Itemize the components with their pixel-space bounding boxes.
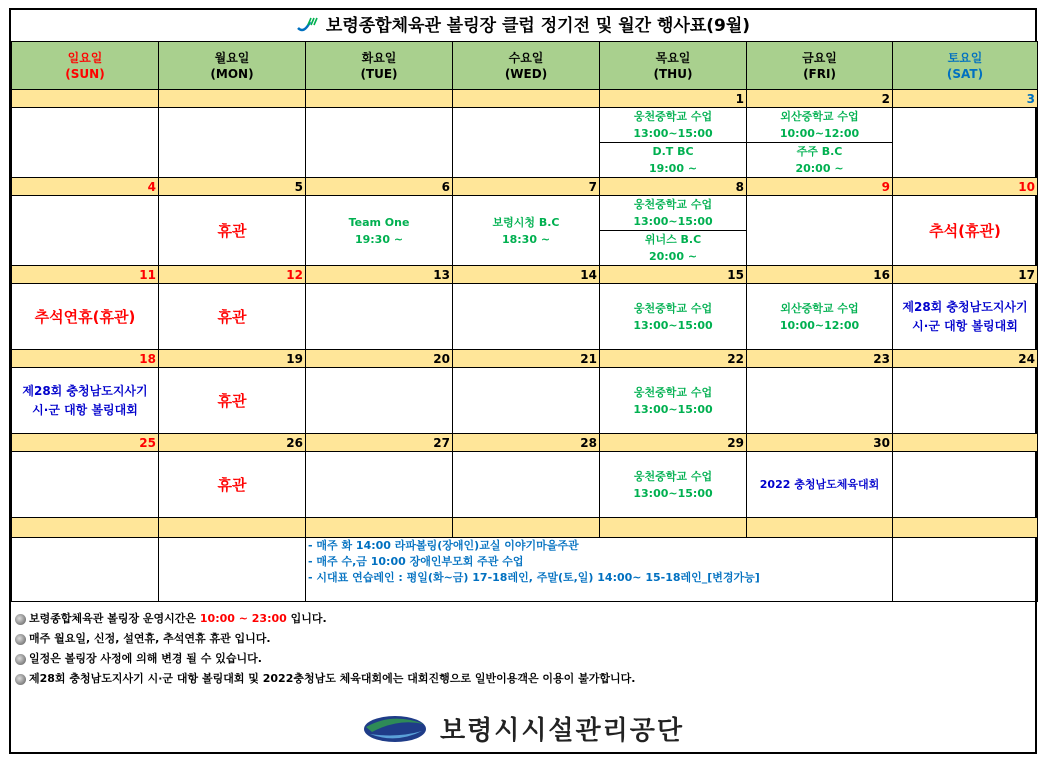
event-title: 2022 충청남도체육대회 xyxy=(759,478,880,491)
event-cell xyxy=(12,108,159,178)
date-cell: 12 xyxy=(159,266,306,284)
event-cell xyxy=(600,368,747,434)
date-cell: 19 xyxy=(159,350,306,368)
date-cell: 10 xyxy=(893,178,1038,196)
date-cell: 26 xyxy=(159,434,306,452)
event-title: Team One xyxy=(348,215,410,229)
date-cell xyxy=(453,90,600,108)
event-row-week3 xyxy=(12,284,1038,350)
header-sat: 토요일 (SAT) xyxy=(893,42,1038,90)
bullet-icon xyxy=(15,654,26,665)
weekly-notes xyxy=(306,538,893,602)
event-cell xyxy=(893,196,1038,266)
event-title: 웅천중학교 수업 xyxy=(633,385,713,399)
calendar-table xyxy=(11,41,1038,602)
event-time: 19:30 ~ xyxy=(354,232,404,246)
closed-label: 휴관 xyxy=(217,222,247,240)
event-time: 13:00~15:00 xyxy=(633,486,713,500)
date-cell: 8 xyxy=(600,178,747,196)
event-cell xyxy=(600,108,747,178)
event-title: 위너스 B.C xyxy=(644,233,702,246)
event-time: 13:00~15:00 xyxy=(633,318,713,332)
notice-closed: 매주 월요일, 신정, 설연휴, 추석연휴 휴관 입니다. xyxy=(15,629,1031,649)
tournament-subtitle: 시·군 대항 볼링대회 xyxy=(912,318,1018,333)
event-cell xyxy=(600,452,747,518)
event-cell xyxy=(453,108,600,178)
event-cell xyxy=(306,196,453,266)
event-cell xyxy=(306,452,453,518)
notice-change: 일정은 볼링장 사정에 의해 변경 될 수 있습니다. xyxy=(15,649,1031,669)
event-title: 웅천중학교 수업 xyxy=(633,198,713,211)
header-mon: 월요일 (MON) xyxy=(159,42,306,90)
organization-name: 보령시시설관리공단 xyxy=(439,716,685,746)
event-cell xyxy=(453,368,600,434)
event-cell xyxy=(159,196,306,266)
event-cell xyxy=(747,452,893,518)
tournament-subtitle: 시·군 대항 볼링대회 xyxy=(32,402,138,417)
event-cell xyxy=(12,368,159,434)
tournament-title: 제28회 충청남도지사기 xyxy=(22,383,148,398)
blank-row xyxy=(12,518,1038,538)
header-wed: 수요일 (WED) xyxy=(453,42,600,90)
closed-label: 휴관 xyxy=(217,308,247,326)
event-time: 20:00 ~ xyxy=(795,162,844,175)
date-row-week5 xyxy=(12,434,1038,452)
date-cell: 11 xyxy=(12,266,159,284)
date-cell xyxy=(12,90,159,108)
footer-notices xyxy=(15,609,1031,689)
event-title: 웅천중학교 수업 xyxy=(633,469,713,483)
event-cell xyxy=(893,108,1038,178)
date-cell: 20 xyxy=(306,350,453,368)
event-row-week4 xyxy=(12,368,1038,434)
date-cell: 23 xyxy=(747,350,893,368)
event-title: 외산중학교 수업 xyxy=(780,110,859,123)
weekday-header-row xyxy=(12,42,1038,90)
event-cell xyxy=(306,284,453,350)
event-title: D.T BC xyxy=(652,145,694,158)
event-time: 13:00~15:00 xyxy=(633,402,713,416)
date-cell: 7 xyxy=(453,178,600,196)
header-sun: 일요일 (SUN) xyxy=(12,42,159,90)
date-cell: 14 xyxy=(453,266,600,284)
date-cell: 28 xyxy=(453,434,600,452)
date-row-week4 xyxy=(12,350,1038,368)
event-cell xyxy=(453,196,600,266)
event-cell xyxy=(159,284,306,350)
notice-tournament: 제28회 충청남도지사기 시·군 대항 볼링대회 및 2022충청남도 체육대회에는 대회진행으로 일반이용객은 이용이 불가합니다. xyxy=(15,669,1031,689)
event-time: 19:00 ~ xyxy=(648,162,698,175)
date-cell xyxy=(159,90,306,108)
tournament-title: 제28회 충청남도지사기 xyxy=(902,299,1028,314)
event-cell xyxy=(159,108,306,178)
date-row-week2 xyxy=(12,178,1038,196)
event-cell xyxy=(747,196,893,266)
date-cell: 17 xyxy=(893,266,1038,284)
page-title: 보령종합체육관 볼링장 클럽 정기전 및 월간 행사표(9월) xyxy=(325,16,751,36)
event-time: 13:00~15:00 xyxy=(633,215,713,228)
event-time: 10:00~12:00 xyxy=(779,318,860,332)
event-cell xyxy=(747,108,893,178)
header-thu: 목요일 (THU) xyxy=(600,42,747,90)
date-cell: 9 xyxy=(747,178,893,196)
bullet-icon xyxy=(15,674,26,685)
event-cell xyxy=(453,284,600,350)
event-title: 외산중학교 수업 xyxy=(780,301,859,315)
event-cell xyxy=(453,452,600,518)
event-row-week1 xyxy=(12,108,1038,178)
event-cell xyxy=(12,452,159,518)
holiday-label: 추석연휴(휴관) xyxy=(34,308,136,326)
event-cell xyxy=(747,284,893,350)
event-time: 20:00 ~ xyxy=(648,250,698,263)
event-cell xyxy=(306,368,453,434)
event-time: 10:00~12:00 xyxy=(779,127,860,140)
date-cell: 27 xyxy=(306,434,453,452)
event-title: 보령시청 B.C xyxy=(492,215,560,229)
event-cell xyxy=(12,196,159,266)
date-cell: 2 xyxy=(747,90,893,108)
event-time: 18:30 ~ xyxy=(501,232,551,246)
note-line: - 매주 수,금 10:00 장애인부모회 주관 수업 xyxy=(308,555,524,568)
event-cell xyxy=(12,284,159,350)
event-title: 웅천중학교 수업 xyxy=(633,110,713,123)
date-cell: 15 xyxy=(600,266,747,284)
event-title: 주주 B.C xyxy=(796,145,843,158)
header-tue: 화요일 (TUE) xyxy=(306,42,453,90)
event-cell xyxy=(600,284,747,350)
note-line: - 매주 화 14:00 라파볼링(장애인)교실 이야기마을주관 xyxy=(308,539,579,552)
event-cell xyxy=(893,452,1038,518)
date-cell: 1 xyxy=(600,90,747,108)
date-cell: 22 xyxy=(600,350,747,368)
closed-label: 휴관 xyxy=(217,476,247,494)
title-bar xyxy=(11,10,1035,42)
date-cell: 25 xyxy=(12,434,159,452)
holiday-label: 추석(휴관) xyxy=(929,222,1001,240)
organization-logo-icon xyxy=(362,714,428,744)
date-cell: 18 xyxy=(12,350,159,368)
date-cell: 5 xyxy=(159,178,306,196)
note-line: - 시대표 연습레인 : 평일(화~금) 17-18레인, 주말(토,일) 14:00~ 15-18레인_[변경가능] xyxy=(308,571,760,584)
bowling-logo-icon xyxy=(296,16,320,34)
event-cell xyxy=(306,108,453,178)
event-cell xyxy=(747,368,893,434)
event-cell xyxy=(893,368,1038,434)
header-fri: 금요일 (FRI) xyxy=(747,42,893,90)
date-cell: 21 xyxy=(453,350,600,368)
date-cell: 3 xyxy=(893,90,1038,108)
event-time: 13:00~15:00 xyxy=(633,127,713,140)
date-cell: 24 xyxy=(893,350,1038,368)
event-row-week5 xyxy=(12,452,1038,518)
schedule-sheet xyxy=(9,8,1037,754)
date-cell: 4 xyxy=(12,178,159,196)
date-cell xyxy=(893,434,1038,452)
event-cell xyxy=(159,452,306,518)
date-cell: 30 xyxy=(747,434,893,452)
date-cell: 13 xyxy=(306,266,453,284)
date-cell: 29 xyxy=(600,434,747,452)
date-row-week3 xyxy=(12,266,1038,284)
date-cell: 6 xyxy=(306,178,453,196)
notes-row xyxy=(12,538,1038,602)
event-cell xyxy=(159,368,306,434)
bullet-icon xyxy=(15,634,26,645)
event-cell xyxy=(893,284,1038,350)
notice-hours: 보령종합체육관 볼링장 운영시간은 10:00 ~ 23:00 입니다. xyxy=(15,609,1031,629)
date-cell xyxy=(306,90,453,108)
date-cell: 16 xyxy=(747,266,893,284)
event-cell xyxy=(600,196,747,266)
date-row-week1 xyxy=(12,90,1038,108)
event-row-week2 xyxy=(12,196,1038,266)
event-title: 웅천중학교 수업 xyxy=(633,301,713,315)
bullet-icon xyxy=(15,614,26,625)
organization-footer xyxy=(11,710,1035,747)
closed-label: 휴관 xyxy=(217,392,247,410)
